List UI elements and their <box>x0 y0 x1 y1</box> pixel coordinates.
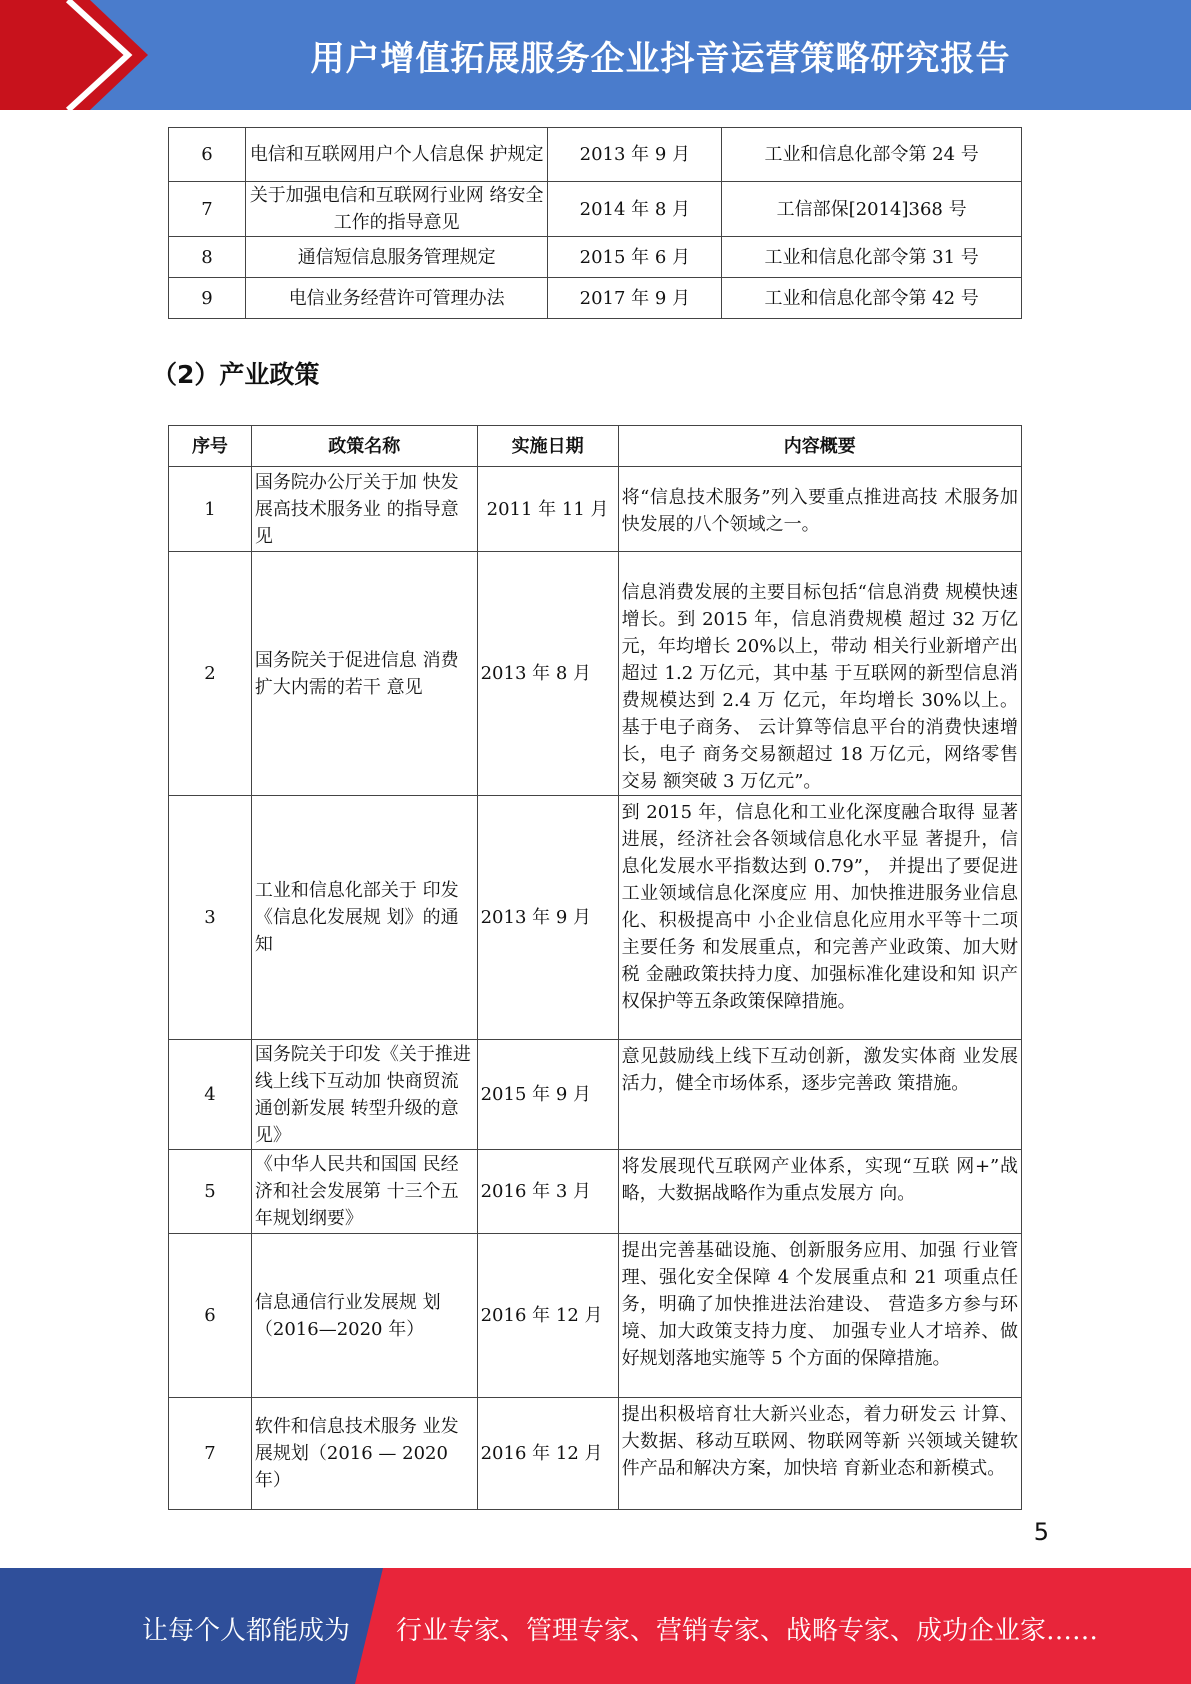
policy-summary: 将发展现代互联网产业体系，实现“互联 网+”战略，大数据战略作为重点发展方 向。 <box>618 1150 1021 1234</box>
footer-slogan-left: 让每个人都能成为 <box>142 1616 351 1646</box>
law-name: 电信业务经营许可管理办法 <box>245 278 548 319</box>
row-number: 1 <box>169 467 252 552</box>
laws-table <box>168 127 1022 319</box>
row-number: 3 <box>169 796 252 1040</box>
row-number: 7 <box>169 182 246 237</box>
header-number: 序号 <box>169 426 252 467</box>
table-row <box>169 1040 1022 1150</box>
policy-summary: 信息消费发展的主要目标包括“信息消费 规模快速增长。到 2015 年，信息消费规模 超过 32 万亿元，年均增长 20%以上，带动 相关行业新增产出超过 1.2 万亿元，其中基 于互联网的新型信息消费规模达到 2.4 万 亿元，年均增长 30%以上。基于电子商务、 云计算等信息平台的消费快速增长，电子 商务交易额超过 18 万亿元，网络零售交易 额突破 3 万亿元”。 <box>618 552 1021 796</box>
law-name: 关于加强电信和互联网行业网 络安全工作的指导意见 <box>245 182 548 237</box>
header-arrow-decoration <box>0 0 150 110</box>
policy-date: 2016 年 12 月 <box>477 1398 618 1510</box>
table-row <box>169 237 1022 278</box>
policy-summary: 到 2015 年，信息化和工业化深度融合取得 显著进展，经济社会各领域信息化水平显 著提升，信息化发展水平指数达到 0.79”， 并提出了要促进工业领域信息化深度应 用、加快推进服务业信息化、积极提高中 小企业信息化应用水平等十二项主要任务 和发展重点，和完善产业政策、加大财税 金融政策扶持力度、加强标准化建设和知 识产权保护等五条政策保障措施。 <box>618 796 1021 1040</box>
law-date: 2017 年 9 月 <box>548 278 722 319</box>
policy-name: 国务院办公厅关于加 快发展高技术服务业 的指导意见 <box>251 467 477 552</box>
table-row <box>169 182 1022 237</box>
table-row <box>169 1398 1022 1510</box>
policy-summary: 将“信息技术服务”列入要重点推进高技 术服务加快发展的八个领域之一。 <box>618 467 1021 552</box>
policy-summary: 提出积极培育壮大新兴业态，着力研发云 计算、大数据、移动互联网、物联网等新 兴领域关键软件产品和解决方案，加快培 育新业态和新模式。 <box>618 1398 1021 1510</box>
policy-date: 2016 年 12 月 <box>477 1234 618 1398</box>
policy-date: 2013 年 8 月 <box>477 552 618 796</box>
law-document: 工业和信息化部令第 31 号 <box>722 237 1022 278</box>
policy-name: 软件和信息技术服务 业发展规划（2016 — 2020 年） <box>251 1398 477 1510</box>
law-date: 2015 年 6 月 <box>548 237 722 278</box>
table-row <box>169 552 1022 796</box>
page-number: 5 <box>1033 1518 1049 1546</box>
header-date: 实施日期 <box>477 426 618 467</box>
header-policy-name: 政策名称 <box>251 426 477 467</box>
section-heading: （2）产业政策 <box>152 360 320 389</box>
law-date: 2014 年 8 月 <box>548 182 722 237</box>
policy-date: 2016 年 3 月 <box>477 1150 618 1234</box>
row-number: 7 <box>169 1398 252 1510</box>
law-document: 工业和信息化部令第 42 号 <box>722 278 1022 319</box>
policy-name: 《中华人民共和国国 民经济和社会发展第 十三个五年规划纲要》 <box>251 1150 477 1234</box>
policy-date: 2013 年 9 月 <box>477 796 618 1040</box>
row-number: 5 <box>169 1150 252 1234</box>
table-row <box>169 1234 1022 1398</box>
policy-name: 国务院关于印发《关于推进线上线下互动加 快商贸流通创新发展 转型升级的意见》 <box>251 1040 477 1150</box>
header-summary: 内容概要 <box>618 426 1021 467</box>
table-row <box>169 128 1022 182</box>
policy-summary: 意见鼓励线上线下互动创新，激发实体商 业发展活力，健全市场体系，逐步完善政 策措施。 <box>618 1040 1021 1150</box>
law-document: 工信部保[2014]368 号 <box>722 182 1022 237</box>
footer-slogan-right: 行业专家、管理专家、营销专家、战略专家、成功企业家…… <box>396 1616 1099 1646</box>
report-title: 用户增值拓展服务企业抖音运营策略研究报告 <box>310 38 1011 79</box>
policy-name: 工业和信息化部关于 印发《信息化发展规 划》的通知 <box>251 796 477 1040</box>
row-number: 8 <box>169 237 246 278</box>
table-row <box>169 796 1022 1040</box>
law-name: 电信和互联网用户个人信息保 护规定 <box>245 128 548 182</box>
law-name: 通信短信息服务管理规定 <box>245 237 548 278</box>
table-row <box>169 1150 1022 1234</box>
row-number: 6 <box>169 128 246 182</box>
page-header <box>0 0 1191 110</box>
row-number: 2 <box>169 552 252 796</box>
policy-name: 信息通信行业发展规 划（2016—2020 年） <box>251 1234 477 1398</box>
table-row <box>169 278 1022 319</box>
row-number: 9 <box>169 278 246 319</box>
policy-name: 国务院关于促进信息 消费扩大内需的若干 意见 <box>251 552 477 796</box>
policy-table <box>168 425 1022 1510</box>
law-document: 工业和信息化部令第 24 号 <box>722 128 1022 182</box>
table-header-row <box>169 426 1022 467</box>
policy-date: 2015 年 9 月 <box>477 1040 618 1150</box>
row-number: 6 <box>169 1234 252 1398</box>
row-number: 4 <box>169 1040 252 1150</box>
table-row <box>169 467 1022 552</box>
policy-date: 2011 年 11 月 <box>477 467 618 552</box>
policy-summary: 提出完善基础设施、创新服务应用、加强 行业管理、强化安全保障 4 个发展重点和 21 项重点任务，明确了加快推进法治建设、 营造多方参与环境、加大政策支持力度、 加强专业人才培养、做好规划落地实施等 5 个方面的保障措施。 <box>618 1234 1021 1398</box>
law-date: 2013 年 9 月 <box>548 128 722 182</box>
